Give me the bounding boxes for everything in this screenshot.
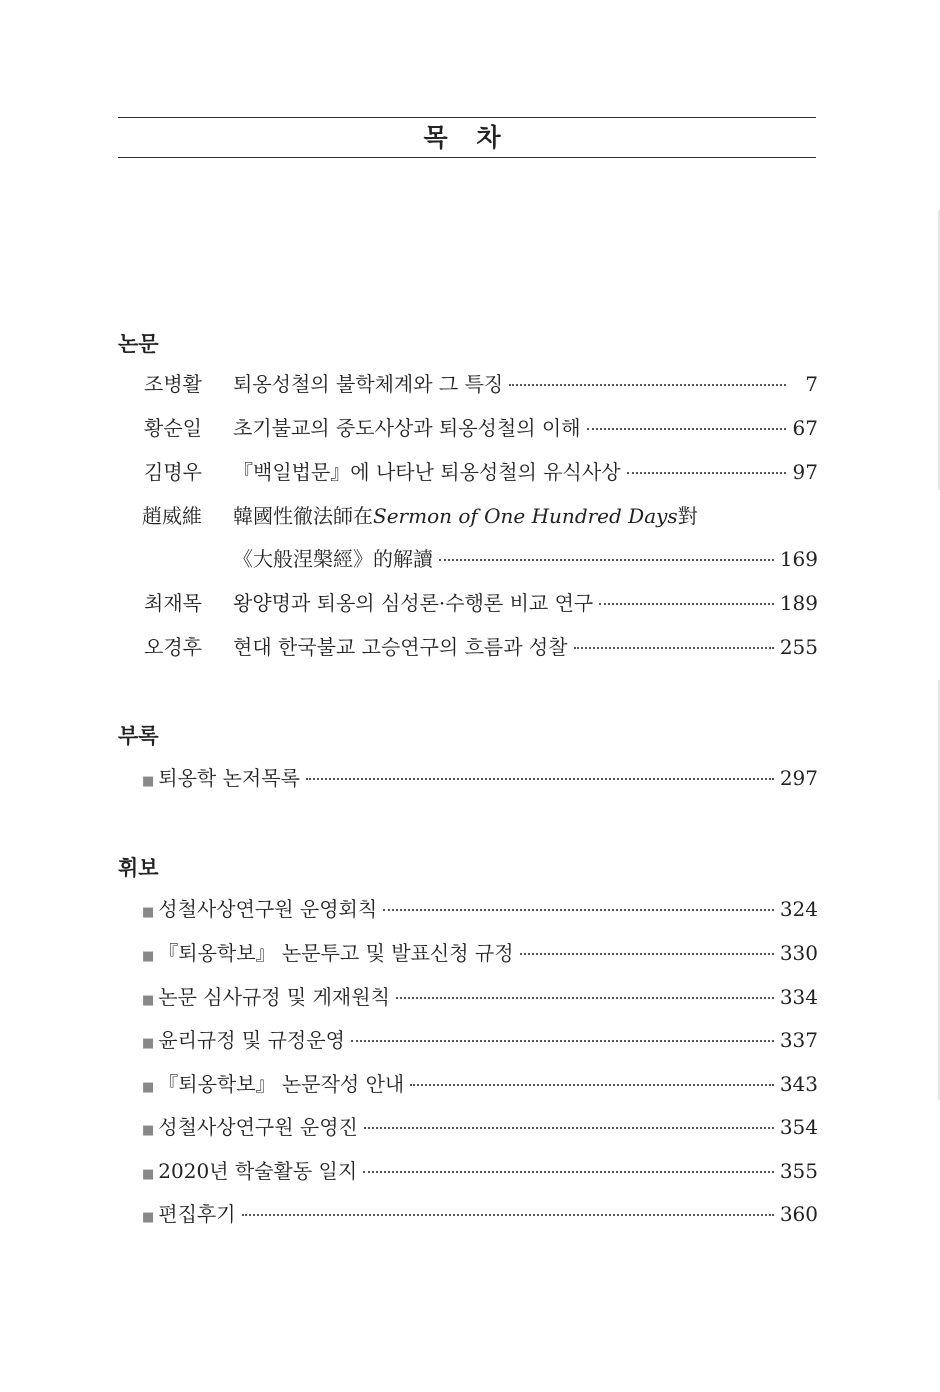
- toc-title: 논문 심사규정 및 게재원칙: [158, 985, 390, 1009]
- toc-title: 성철사상연구원 운영진: [158, 1115, 358, 1139]
- square-bullet-icon: ■: [142, 905, 155, 920]
- toc-page: 189: [779, 591, 818, 615]
- toc-title-italic: Sermon of One Hundred Days: [373, 504, 678, 528]
- leader-dots: [383, 909, 774, 911]
- section-heading-bulletin: 휘보: [118, 856, 159, 880]
- leader-dots: [509, 384, 786, 386]
- toc-page: 324: [779, 897, 818, 921]
- square-bullet-icon: ■: [142, 1123, 155, 1138]
- toc-entry[interactable]: [118, 762, 818, 796]
- toc-page: 255: [779, 635, 818, 659]
- toc-title: 왕양명과 퇴옹의 심성론·수행론 비교 연구: [233, 591, 594, 615]
- toc-entry[interactable]: [118, 1068, 818, 1102]
- section-heading-papers: 논문: [118, 332, 159, 356]
- toc-entry[interactable]: [118, 500, 818, 534]
- leader-dots: [306, 778, 774, 780]
- leader-dots: [363, 1171, 774, 1173]
- toc-entry[interactable]: [118, 1198, 818, 1232]
- toc-author: 김명우: [144, 460, 202, 484]
- toc-page: 67: [792, 416, 818, 440]
- leader-dots: [574, 647, 774, 649]
- leader-dots: [396, 997, 774, 999]
- toc-title-part: 對: [677, 504, 698, 528]
- toc-title: 초기불교의 중도사상과 퇴옹성철의 이해: [233, 416, 581, 440]
- toc-title: 퇴옹성철의 불학체계와 그 특징: [233, 372, 504, 396]
- toc-entry[interactable]: [118, 937, 818, 971]
- toc-title: 편집후기: [158, 1202, 236, 1226]
- toc-page: 334: [779, 985, 818, 1009]
- toc-entry[interactable]: [118, 631, 818, 665]
- toc-entry-continuation[interactable]: [118, 543, 818, 577]
- toc-title: 2020년 학술활동 일지: [158, 1159, 358, 1183]
- toc-author: 황순일: [144, 416, 202, 440]
- leader-dots: [364, 1127, 774, 1129]
- toc-title: 윤리규정 및 규정운영: [158, 1028, 345, 1052]
- toc-page: 355: [779, 1159, 818, 1183]
- leader-dots: [627, 472, 786, 474]
- toc-title: 성철사상연구원 운영회칙: [158, 897, 378, 921]
- toc-entry[interactable]: [118, 1155, 818, 1189]
- toc-entry[interactable]: [118, 1111, 818, 1145]
- toc-entry[interactable]: [118, 368, 818, 402]
- square-bullet-icon: ■: [142, 993, 155, 1008]
- toc-title-part: 韓國性徹法師在: [233, 504, 373, 528]
- toc-author: 趙威維: [142, 504, 202, 528]
- toc-title: 『퇴옹학보』 논문작성 안내: [158, 1072, 405, 1096]
- leader-dots: [587, 428, 786, 430]
- toc-title: 『백일법문』에 나타난 퇴옹성철의 유식사상: [233, 460, 621, 484]
- leader-dots: [242, 1214, 774, 1216]
- toc-title: 현대 한국불교 고승연구의 흐름과 성찰: [233, 635, 568, 659]
- toc-author: 최재목: [144, 591, 202, 615]
- square-bullet-icon: ■: [142, 1080, 155, 1095]
- leader-dots: [599, 603, 774, 605]
- toc-page: 7: [805, 372, 818, 396]
- leader-dots: [520, 953, 774, 955]
- toc-entry[interactable]: [118, 412, 818, 446]
- toc-author: 조병활: [144, 372, 202, 396]
- toc-page: 343: [779, 1072, 818, 1096]
- page-title: 목 차: [423, 123, 511, 152]
- toc-page: 297: [779, 766, 818, 790]
- square-bullet-icon: ■: [142, 949, 155, 964]
- leader-dots: [439, 559, 774, 561]
- toc-page: 337: [779, 1028, 818, 1052]
- toc-entry[interactable]: [118, 893, 818, 927]
- square-bullet-icon: ■: [142, 1036, 155, 1051]
- toc-title: 퇴옹학 논저목록: [158, 766, 300, 790]
- toc-page: 360: [779, 1202, 818, 1226]
- toc-page: 169: [779, 547, 818, 571]
- square-bullet-icon: ■: [142, 774, 155, 789]
- toc-title: 『퇴옹학보』 논문투고 및 발표신청 규정: [158, 941, 514, 965]
- toc-title: [233, 500, 698, 529]
- square-bullet-icon: ■: [142, 1210, 155, 1225]
- toc-author: 오경후: [144, 635, 202, 659]
- toc-entry[interactable]: [118, 1024, 818, 1058]
- leader-dots: [410, 1084, 774, 1086]
- title-bottom-rule: [118, 157, 816, 158]
- toc-entry[interactable]: [118, 981, 818, 1015]
- toc-entry[interactable]: [118, 587, 818, 621]
- toc-page: 97: [792, 460, 818, 484]
- toc-entry[interactable]: [118, 456, 818, 490]
- toc-page: 354: [779, 1115, 818, 1139]
- toc-title-line2: 《大般涅槃經》的解讀: [233, 547, 433, 571]
- leader-dots: [351, 1040, 774, 1042]
- toc-page: 330: [779, 941, 818, 965]
- section-heading-appendix: 부록: [118, 724, 159, 748]
- square-bullet-icon: ■: [142, 1167, 155, 1182]
